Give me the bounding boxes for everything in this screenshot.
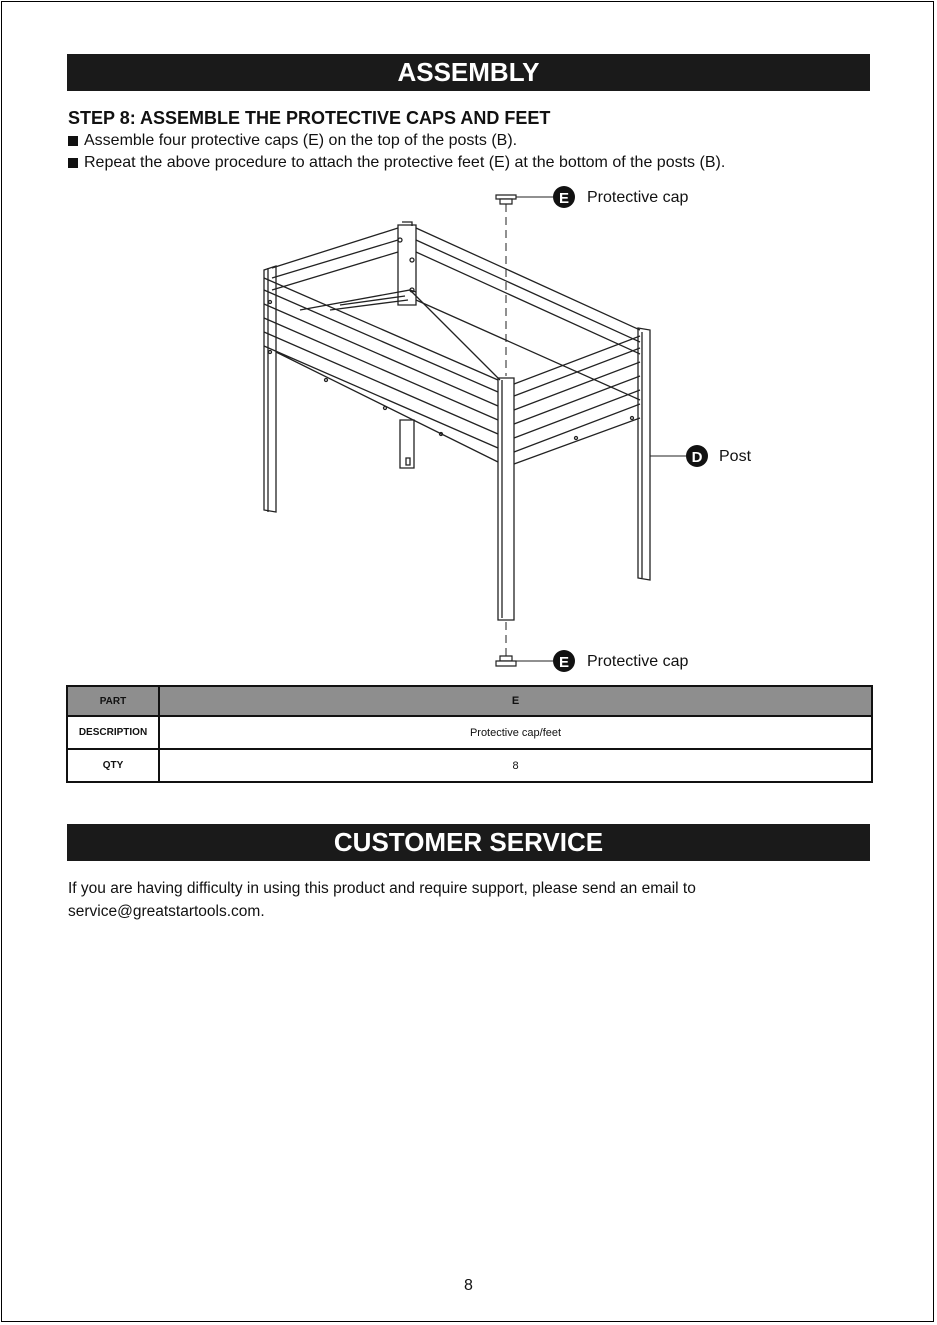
- qty-value: 8: [159, 749, 872, 782]
- description-label: DESCRIPTION: [67, 716, 159, 749]
- assembly-banner: ASSEMBLY: [67, 54, 870, 91]
- instruction-text-2: Repeat the above procedure to attach the protective feet (E) at the bottom of the posts (B).: [84, 154, 726, 171]
- description-value: Protective cap/feet: [159, 716, 872, 749]
- customer-service-text: If you are having difficulty in using this product and require support, please send an email to service@greatstartools.com.: [68, 880, 696, 920]
- bottom-callout-label: Protective cap: [587, 653, 689, 670]
- planter-box-illustration: [264, 222, 650, 620]
- table-row: [67, 686, 872, 716]
- table-row: [67, 749, 872, 782]
- part-value: E: [159, 686, 872, 716]
- qty-label: QTY: [67, 749, 159, 782]
- part-label: PART: [67, 686, 159, 716]
- step-title: STEP 8: ASSEMBLE THE PROTECTIVE CAPS AND FEET: [68, 108, 551, 128]
- assembly-diagram: [240, 180, 800, 680]
- customer-service-banner: CUSTOMER SERVICE: [67, 824, 870, 861]
- page-number: 8: [464, 1277, 473, 1294]
- bullet-square-icon: [68, 158, 78, 168]
- table-row: [67, 716, 872, 749]
- parts-table: [66, 685, 873, 783]
- bottom-callout-letter: E: [558, 654, 570, 671]
- post-callout-letter: D: [691, 449, 703, 466]
- instruction-bullet-1: [68, 132, 517, 150]
- top-callout-letter: E: [558, 190, 570, 207]
- bullet-square-icon: [68, 136, 78, 146]
- bottom-foot-part: [496, 656, 516, 666]
- top-cap-part: [496, 195, 516, 204]
- top-callout-label: Protective cap: [587, 189, 689, 206]
- instruction-text-1: Assemble four protective caps (E) on the top of the posts (B).: [84, 132, 518, 149]
- instruction-bullet-2: [68, 154, 725, 172]
- post-callout-label: Post: [719, 448, 752, 465]
